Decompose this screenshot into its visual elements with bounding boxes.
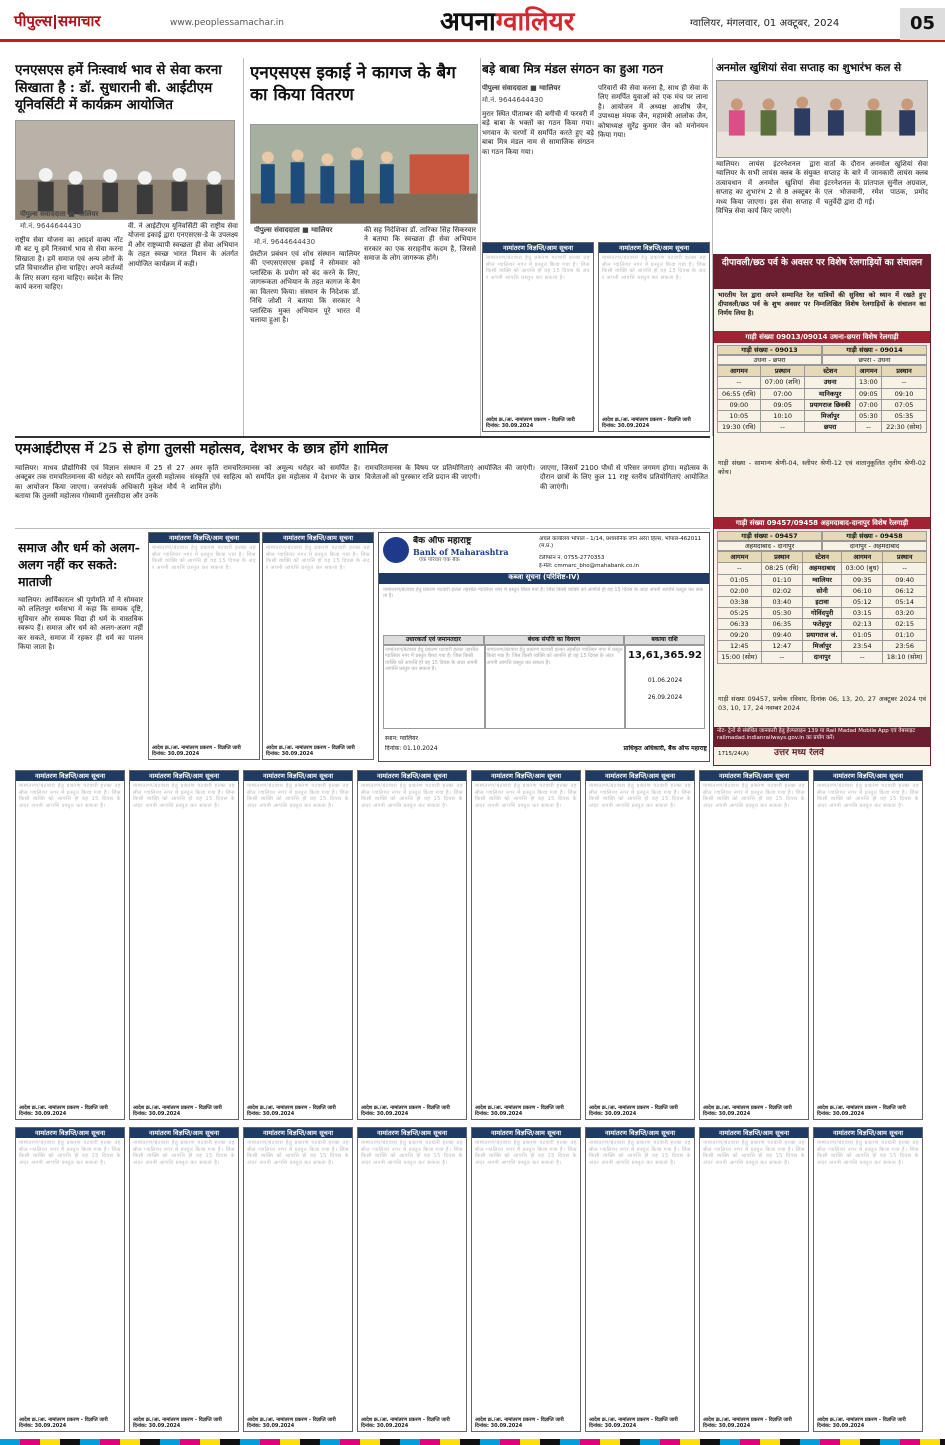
story3-byline: पीपुल्स संवाददाता ■ ग्वालियर	[482, 84, 561, 92]
notice-footer: आदेश क्र./आ. नामांतरण प्रकरण - विज्ञप्ति जारी दिनांक: 30.09.2024	[152, 744, 241, 757]
time-cell: --	[760, 421, 805, 432]
time-cell: 23:56	[883, 641, 927, 652]
story4-body: ग्वालियर। लायंस इंटरनेशनल द्वारा ग्वालियर के सभी लायंस क्लब के संयुक्त तत्वावधान में अनमोल खुशियां सेवा सप्ताह का शुभारंभ 2 से 8 अक्टूबर के मध्य किया जाएगा। इस सेवा सप्ताह में विभिन्न सेवा कार्य किए जाएंगे।	[716, 160, 820, 216]
station-cell: प्रयागराज जं.	[803, 630, 842, 641]
timetable-row	[718, 585, 927, 596]
time-cell: 09:35	[842, 574, 883, 585]
story2-byline: पीपुल्स संवाददाता ■ ग्वालियर	[254, 226, 333, 234]
time-cell: 05:12	[842, 596, 883, 607]
notice-card	[357, 1127, 467, 1432]
station-cell: मिर्जापुर	[803, 641, 842, 652]
notice-body: नामांतरण/बंटवारा हेतु प्रकरण पटवारी हल्का तहसील ग्वालियर नगर में प्रस्तुत किया गया है। जिस किसी व्यक्ति को आपत्ति हो वह 15 दिवस के अंदर अपनी आपत्ति प्रस्तुत कर सकता है।	[486, 255, 590, 281]
bank-officer: प्राधिकृत अधिकारी, बैंक ऑफ महाराष्ट्र	[623, 745, 707, 752]
notice-footer: आदेश क्र./आ. नामांतरण प्रकरण - विज्ञप्ति जारी दिनांक: 30.09.2024	[475, 1104, 564, 1117]
time-cell: 02:15	[883, 619, 927, 630]
time-cell: 13:00	[855, 377, 881, 388]
story1-body-2: वी. ने आईटीएम यूनिवर्सिटी की राष्ट्रीय सेवा योजना इकाई द्वारा एनएसएस-डे के उपलक्ष्य में और राष्ट्रव्यापी स्वच्छता ही सेवा अभियान के तहत स्वच्छ भारत मिशन के अंतर्गत आयोजित कार्यक्रम में कही।	[128, 222, 238, 268]
timetable-row	[718, 596, 927, 607]
notice-body: नामांतरण/बंटवारा हेतु प्रकरण पटवारी हल्का तहसील ग्वालियर नगर में प्रस्तुत किया गया है। जिस किसी व्यक्ति को आपत्ति हो वह 15 दिवस के अंदर अपनी आपत्ति प्रस्तुत कर सकता है।	[703, 1140, 805, 1166]
railway-title: दीपावली/छठ पर्व के अवसर पर विशेष रेलगाड़ियों का संचालन	[714, 255, 930, 289]
station-cell: छपरा	[805, 421, 855, 432]
timetable-header: स्टेशन	[805, 366, 855, 377]
story5-body-2: अमर कृति रामचरितमानस को अमूल्य धरोहर को समर्पित है। संस्कृति एवं साहित्य को समर्पित इस महोत्सव में देशभर के छात्र शामिल होंगे।	[190, 464, 360, 491]
story5-body-4: जाएगा, जिसमें 2100 पौधों से परिसर जगमग होगा। महोत्सव के दौरान छात्रों के लिए कुल 11 राष्ट्र स्तरीय प्रतियोगिताएं आयोजित की जाएंगी।	[540, 464, 708, 491]
time-cell: 05:30	[761, 607, 802, 618]
website-url[interactable]: www.peoplessamachar.in	[170, 18, 284, 28]
notice-card	[471, 1127, 581, 1432]
time-cell: 01:10	[761, 574, 802, 585]
notice-body: नामांतरण/बंटवारा हेतु प्रकरण पटवारी हल्का तहसील ग्वालियर नगर में प्रस्तुत किया गया है। जिस किसी व्यक्ति को आपत्ति हो वह 15 दिवस के अंदर अपनी आपत्ति प्रस्तुत कर सकता है।	[475, 1140, 577, 1166]
time-cell: 08:25 (रवि)	[761, 563, 802, 574]
notice-body: नामांतरण/बंटवारा हेतु प्रकरण पटवारी हल्का तहसील ग्वालियर नगर में प्रस्तुत किया गया है। जिस किसी व्यक्ति को आपत्ति हो वह 15 दिवस के अंदर अपनी आपत्ति प्रस्तुत कर सकता है।	[247, 1140, 349, 1166]
notice-card	[129, 770, 239, 1120]
time-cell: --	[855, 421, 881, 432]
story5-headline: एमआईटीएस में 25 से होगा तुलसी महोत्सव, देशभर के छात्र होंगे शामिल	[15, 441, 388, 457]
notice-body: नामांतरण/बंटवारा हेतु प्रकरण पटवारी हल्का तहसील ग्वालियर नगर में प्रस्तुत किया गया है। जिस किसी व्यक्ति को आपत्ति हो वह 15 दिवस के अंदर अपनी आपत्ति प्रस्तुत कर सकता है।	[133, 783, 235, 809]
story3-body: मुरार स्थित पीताम्बर की बगीची में फरवरी में बड़े बाबा के भक्तों का गठन किया गया। भगवान के चरणों में समर्पित करते हुए बड़े बाबा मित्र मंडल नाम से सामाजिक संगठन का गठन किया गया।	[482, 110, 594, 156]
notice-card	[15, 770, 125, 1120]
notice-body: नामांतरण/बंटवारा हेतु प्रकरण पटवारी हल्का तहसील ग्वालियर नगर में प्रस्तुत किया गया है। जिस किसी व्यक्ति को आपत्ति हो वह 15 दिवस के अंदर अपनी आपत्ति प्रस्तुत कर सकता है।	[266, 545, 370, 571]
notice-footer: आदेश क्र./आ. नामांतरण प्रकरण - विज्ञप्ति जारी दिनांक: 30.09.2024	[19, 1104, 108, 1117]
time-cell: 06:35	[761, 619, 802, 630]
time-cell: 09:05	[760, 399, 805, 410]
story6-headline: समाज और धर्म को अलग-अलग नहीं कर सकते: माताजी	[18, 540, 140, 589]
story5-body: ग्वालियर। माधव प्रौद्योगिकी एवं विज्ञान संस्थान में 25 से 27 अक्टूबर तक रामचरितमानस की धरोहर को समर्पित तुलसी महोत्सव का आयोजन किया जाएगा। जनसंपर्क अधिकारी मुकेश मौर्य ने बताया कि तुलसी महोत्सव गोस्वामी तुलसीदास और उनके	[15, 464, 185, 501]
story1-photo	[15, 120, 235, 220]
newspaper-logo	[14, 12, 101, 31]
notice-heading: नामांतरण विज्ञप्ति/आम सूचना	[599, 243, 709, 253]
bank-amount-cell	[625, 645, 705, 729]
time-cell: 09:05	[855, 388, 881, 399]
t2-route-a: अहमदाबाद - दानापुर	[717, 541, 822, 551]
notice-heading: नामांतरण विज्ञप्ति/आम सूचना	[472, 1128, 580, 1138]
story1-byline: पीपुल्स संवाददाता ■ ग्वालियर	[20, 210, 99, 218]
story1-phone: मो.नं. 9644644430	[20, 222, 82, 230]
notice-footer: आदेश क्र./आ. नामांतरण प्रकरण - विज्ञप्ति जारी दिनांक: 30.09.2024	[703, 1416, 792, 1429]
notice-card	[471, 770, 581, 1120]
notice-card	[357, 770, 467, 1120]
notice-card	[813, 770, 923, 1120]
station-cell: दानापुर	[803, 652, 842, 663]
notice-card	[148, 532, 260, 760]
notice-card	[699, 1127, 809, 1432]
time-cell: --	[718, 563, 762, 574]
timetable-1-table	[717, 365, 927, 433]
bank-borrower-cell: नामांतरण/बंटवारा हेतु प्रकरण पटवारी हल्का तहसील ग्वालियर नगर में प्रस्तुत किया गया है। जिस किसी व्यक्ति को आपत्ति हो वह 15 दिवस के अंदर अपनी आपत्ति प्रस्तुत कर सकता है।	[383, 645, 485, 729]
railway-brand: उत्तर मध्य रेलवे	[774, 748, 824, 758]
station-cell: मिर्जापुर	[805, 410, 855, 421]
notice-heading: नामांतरण विज्ञप्ति/आम सूचना	[814, 771, 922, 781]
notice-heading: नामांतरण विज्ञप्ति/आम सूचना	[586, 1128, 694, 1138]
time-cell: 09:00	[718, 399, 761, 410]
notice-heading: नामांतरण विज्ञप्ति/आम सूचना	[16, 771, 124, 781]
time-cell: --	[842, 652, 883, 663]
railway-advertisement	[713, 254, 931, 766]
time-cell: 05:35	[881, 410, 926, 421]
timetable-row	[718, 388, 927, 399]
notice-footer: आदेश क्र./आ. नामांतरण प्रकरण - विज्ञप्ति जारी दिनांक: 30.09.2024	[247, 1416, 336, 1429]
station-cell: प्रयागराज छिवकी	[805, 399, 855, 410]
bank-dated: दिनांक: 01.10.2024	[385, 745, 438, 752]
notice-body: नामांतरण/बंटवारा हेतु प्रकरण पटवारी हल्का तहसील ग्वालियर नगर में प्रस्तुत किया गया है। जिस किसी व्यक्ति को आपत्ति हो वह 15 दिवस के अंदर अपनी आपत्ति प्रस्तुत कर सकता है।	[589, 783, 691, 809]
timetable-row	[718, 574, 927, 585]
t2-train-a: गाड़ी संख्या - 09457	[717, 531, 822, 541]
notice-card	[585, 1127, 695, 1432]
bank-intro: नामांतरण/बंटवारा हेतु प्रकरण पटवारी हल्का तहसील ग्वालियर नगर में प्रस्तुत किया गया है। जिस किसी व्यक्ति को आपत्ति हो वह 15 दिवस के अंदर अपनी आपत्ति प्रस्तुत कर सकता है।	[383, 587, 703, 600]
timetable-header: आगमन	[718, 552, 762, 563]
market-photo-icon	[251, 125, 477, 223]
timetable-row	[718, 630, 927, 641]
story6-body: ग्वालियर। आर्यिकारत्न श्री पूर्णमति माँ ने सोमवार को ललितपुर धर्मसभा में कहा कि सम्यक दृष्टि, सुविचार और सम्यक विद्या ही धर्म के वास्तविक स्वरूप हैं। समाज और धर्म को अलग-अलग नहीं कर सकते, समाज में रहकर ही धर्म का पालन किया जाता है।	[18, 596, 143, 652]
notice-body: नामांतरण/बंटवारा हेतु प्रकरण पटवारी हल्का तहसील ग्वालियर नगर में प्रस्तुत किया गया है। जिस किसी व्यक्ति को आपत्ति हो वह 15 दिवस के अंदर अपनी आपत्ति प्रस्तुत कर सकता है।	[589, 1140, 691, 1166]
section-title-a: अपना	[440, 7, 496, 37]
time-cell: 12:47	[761, 641, 802, 652]
notice-body: नामांतरण/बंटवारा हेतु प्रकरण पटवारी हल्का तहसील ग्वालियर नगर में प्रस्तुत किया गया है। जिस किसी व्यक्ति को आपत्ति हो वह 15 दिवस के अंदर अपनी आपत्ति प्रस्तुत कर सकता है।	[703, 783, 805, 809]
story2-photo	[250, 124, 478, 224]
time-cell: 05:14	[883, 596, 927, 607]
time-cell: 23:54	[842, 641, 883, 652]
bank-notice	[378, 532, 710, 762]
timetable-row	[718, 641, 927, 652]
timetable-header: स्टेशन	[803, 552, 842, 563]
time-cell: 09:20	[718, 630, 762, 641]
bank-email[interactable]: ई-मेल: cmmarc_bho@mahabank.co.in	[539, 563, 640, 569]
story4-body-2: वार्ता के दौरान अनमोल खुशियां सेवा सप्ताह के बारे में जानकारी लायंस क्लब इंटरनेशनल के प्रांतपाल सुनील अग्रवाल, एल भोजवानी, रमेश पाठक, प्रमोद चतुर्वेदी द्वारा दी गई।	[824, 160, 928, 206]
section-title-b: ग्वालियर	[495, 7, 575, 37]
t1-train-a: गाड़ी संख्या - 09013	[717, 345, 822, 355]
notice-card	[243, 770, 353, 1120]
notice-body: नामांतरण/बंटवारा हेतु प्रकरण पटवारी हल्का तहसील ग्वालियर नगर में प्रस्तुत किया गया है। जिस किसी व्यक्ति को आपत्ति हो वह 15 दिवस के अंदर अपनी आपत्ति प्रस्तुत कर सकता है।	[19, 1140, 121, 1166]
notice-body: नामांतरण/बंटवारा हेतु प्रकरण पटवारी हल्का तहसील ग्वालियर नगर में प्रस्तुत किया गया है। जिस किसी व्यक्ति को आपत्ति हो वह 15 दिवस के अंदर अपनी आपत्ति प्रस्तुत कर सकता है।	[817, 1140, 919, 1166]
railway-pair1: गाड़ी संख्या 09013/09014 उधना-छपरा विशेष रेलगाड़ी	[714, 331, 930, 343]
notice-heading: नामांतरण विज्ञप्ति/आम सूचना	[244, 771, 352, 781]
notice-footer: आदेश क्र./आ. नामांतरण प्रकरण - विज्ञप्ति जारी दिनांक: 30.09.2024	[247, 1104, 336, 1117]
bank-amount: 13,61,365.92	[627, 650, 703, 661]
time-cell: --	[718, 377, 761, 388]
station-cell: ग्वालियर	[803, 574, 842, 585]
story4-headline: अनमोल खुशियां सेवा सप्ताह का शुभारंभ कल से	[716, 62, 902, 74]
notice-heading: नामांतरण विज्ञप्ति/आम सूचना	[130, 1128, 238, 1138]
notice-body: नामांतरण/बंटवारा हेतु प्रकरण पटवारी हल्का तहसील ग्वालियर नगर में प्रस्तुत किया गया है। जिस किसी व्यक्ति को आपत्ति हो वह 15 दिवस के अंदर अपनी आपत्ति प्रस्तुत कर सकता है।	[475, 783, 577, 809]
bank-table-body	[383, 645, 705, 729]
time-cell: 07:05	[881, 399, 926, 410]
station-cell: गोविंदपुरी	[803, 607, 842, 618]
bank-table-head	[383, 635, 705, 645]
station-cell: उधना	[805, 377, 855, 388]
notice-heading: नामांतरण विज्ञप्ति/आम सूचना	[16, 1128, 124, 1138]
notice-heading: नामांतरण विज्ञप्ति/आम सूचना	[700, 1128, 808, 1138]
bank-phone: टेलीफोन नं. 0755-2770353	[539, 555, 605, 561]
time-cell: 10:05	[718, 410, 761, 421]
notice-footer: आदेश क्र./आ. नामांतरण प्रकरण - विज्ञप्ति जारी दिनांक: 30.09.2024	[589, 1416, 678, 1429]
notice-footer: आदेश क्र./आ. नामांतरण प्रकरण - विज्ञप्ति जारी दिनांक: 30.09.2024	[19, 1416, 108, 1429]
time-cell: 07:00	[760, 388, 805, 399]
time-cell: 03:20	[883, 607, 927, 618]
t1-train-b: गाड़ी संख्या - 09014	[822, 345, 927, 355]
time-cell: 03:40	[761, 596, 802, 607]
bank-name-en: Bank of Maharashtra	[413, 547, 509, 557]
notice-card	[813, 1127, 923, 1432]
notice-card	[482, 242, 594, 432]
bank-date2: 26.09.2024	[647, 694, 683, 701]
notice-heading: नामांतरण विज्ञप्ति/आम सूचना	[586, 771, 694, 781]
railway-note2: गाड़ी संख्या 09457, प्रत्येक रविवार, दिनांक 06, 13, 20, 27 अक्टूबर 2024 एवं 03, 10, 17, 24 नवम्बर 2024	[718, 695, 926, 712]
station-cell: मानिकपुर	[805, 388, 855, 399]
time-cell: 02:13	[842, 619, 883, 630]
notice-body: नामांतरण/बंटवारा हेतु प्रकरण पटवारी हल्का तहसील ग्वालियर नगर में प्रस्तुत किया गया है। जिस किसी व्यक्ति को आपत्ति हो वह 15 दिवस के अंदर अपनी आपत्ति प्रस्तुत कर सकता है।	[247, 783, 349, 809]
time-cell: 09:40	[883, 574, 927, 585]
timetable-header: प्रस्थान	[761, 552, 802, 563]
bank-name-hi: बैंक ऑफ महाराष्ट्र	[413, 536, 472, 546]
color-registration-strip	[0, 1439, 945, 1445]
notice-body: नामांतरण/बंटवारा हेतु प्रकरण पटवारी हल्का तहसील ग्वालियर नगर में प्रस्तुत किया गया है। जिस किसी व्यक्ति को आपत्ति हो वह 15 दिवस के अंदर अपनी आपत्ति प्रस्तुत कर सकता है।	[817, 783, 919, 809]
bank-tagline: एक परिवार एक बैंक	[419, 557, 460, 563]
bank-place: स्थान: ग्वालियर	[385, 735, 418, 742]
notice-footer: आदेश क्र./आ. नामांतरण प्रकरण - विज्ञप्ति जारी दिनांक: 30.09.2024	[589, 1104, 678, 1117]
time-cell: --	[761, 652, 802, 663]
notice-footer: आदेश क्र./आ. नामांतरण प्रकरण - विज्ञप्ति जारी दिनांक: 30.09.2024	[703, 1104, 792, 1117]
notice-footer: आदेश क्र./आ. नामांतरण प्रकरण - विज्ञप्ति जारी दिनांक: 30.09.2024	[361, 1416, 450, 1429]
notice-footer: आदेश क्र./आ. नामांतरण प्रकरण - विज्ञप्ति जारी दिनांक: 30.09.2024	[133, 1104, 222, 1117]
page-number: 05	[900, 8, 945, 40]
bank-property-cell: नामांतरण/बंटवारा हेतु प्रकरण पटवारी हल्का तहसील ग्वालियर नगर में प्रस्तुत किया गया है। जिस किसी व्यक्ति को आपत्ति हो वह 15 दिवस के अंदर अपनी आपत्ति प्रस्तुत कर सकता है।	[485, 645, 626, 729]
station-cell: फतेहपुर	[803, 619, 842, 630]
t1-route-a: उधना - छपरा	[717, 355, 822, 365]
timetable-row	[718, 399, 927, 410]
time-cell: 15:00 (सोम)	[718, 652, 762, 663]
notice-card	[699, 770, 809, 1120]
time-cell: 01:05	[842, 630, 883, 641]
time-cell: 03:38	[718, 596, 762, 607]
notice-heading: नामांतरण विज्ञप्ति/आम सूचना	[358, 1128, 466, 1138]
time-cell: 07:00 (शनि)	[760, 377, 805, 388]
notice-footer: आदेश क्र./आ. नामांतरण प्रकरण - विज्ञप्ति जारी दिनांक: 30.09.2024	[475, 1416, 564, 1429]
timetable-header: आगमन	[855, 366, 881, 377]
time-cell: 05:25	[718, 607, 762, 618]
timetable-header: प्रस्थान	[881, 366, 926, 377]
time-cell: 09:10	[881, 388, 926, 399]
station-cell: अहमदाबाद	[803, 563, 842, 574]
notice-card	[598, 242, 710, 432]
notice-footer: आदेश क्र./आ. नामांतरण प्रकरण - विज्ञप्ति जारी दिनांक: 30.09.2024	[266, 744, 355, 757]
t2-route-b: दानापुर - अहमदाबाद	[822, 541, 927, 551]
time-cell: 09:40	[761, 630, 802, 641]
notice-heading: नामांतरण विज्ञप्ति/आम सूचना	[358, 771, 466, 781]
time-cell: 05:30	[855, 410, 881, 421]
notice-card	[262, 532, 374, 760]
timetable-2-table	[717, 551, 927, 663]
timetable-header: प्रस्थान	[883, 552, 927, 563]
notice-footer: आदेश क्र./आ. नामांतरण प्रकरण - विज्ञप्ति जारी दिनांक: 30.09.2024	[486, 416, 575, 429]
time-cell: 18:10 (सोम)	[883, 652, 927, 663]
story3-phone: मो.नं. 9644644430	[482, 96, 544, 104]
railway-intro: भारतीय रेल द्वारा अपने सम्मानित रेल यात्रियों की सुविधा को ध्यान में रखते हुए दीपावली/छठ पर्व के शुभ अवसर पर निम्नलिखित विशेष रेलगाड़ियों के संचालन का निर्णय लिया है।	[718, 291, 926, 317]
time-cell: 22:30 (सोम)	[881, 421, 926, 432]
time-cell: 19:30 (रवि)	[718, 421, 761, 432]
time-cell: 10:10	[760, 410, 805, 421]
timetable-1	[717, 345, 927, 457]
time-cell: 06:12	[883, 585, 927, 596]
notice-card	[15, 1127, 125, 1432]
notice-card	[129, 1127, 239, 1432]
classroom-photo-icon	[16, 121, 234, 219]
press-meet-photo-icon	[717, 81, 927, 157]
railway-help: नोट- ट्रेनों से संबंधित जानकारी हेतु हेल्पलाइन 139 या Rail Madad Mobile App एवं वेबसाइट railmadad.indianrailways.gov.in का प्रयोग करें।	[714, 727, 930, 747]
time-cell: 03:15	[842, 607, 883, 618]
bank-date1: 01.06.2024	[647, 676, 683, 684]
railway-code: 1715/24(A)	[718, 751, 749, 757]
dateline: ग्वालियर, मंगलवार, 01 अक्टूबर, 2024	[690, 18, 840, 29]
notice-heading: नामांतरण विज्ञप्ति/आम सूचना	[130, 771, 238, 781]
notice-heading: नामांतरण विज्ञप्ति/आम सूचना	[700, 771, 808, 781]
story2-body: प्रेस्टीज प्रबंधन एवं शोध संस्थान ग्वालियर की एनएसएसएस इकाई ने सोमवार को प्लास्टिक के प्रयोग को बंद करने के लिए, जागरूकता अभियान के तहत कागज के बैग का वितरण किया। संस्थान के निदेशक डॉ. निधि जोशी ने बताया कि सरकार ने प्लास्टिक मुक्त अभियान पूरे भारत में चलाया हुआ है।	[250, 250, 360, 325]
timetable-2	[717, 531, 927, 691]
timetable-row	[718, 563, 927, 574]
masthead	[0, 0, 945, 42]
timetable-row	[718, 410, 927, 421]
story1-headline: एनएसएस हमें निःस्वार्थ भाव से सेवा करना सिखाता है : डॉ. सुधारानी बी. आईटीएम यूनिवर्सिटी में कार्यक्रम आयोजित	[15, 62, 222, 114]
timetable-row	[718, 377, 927, 388]
story3-headline: बड़े बाबा मित्र मंडल संगठन का हुआ गठन	[482, 62, 663, 76]
timetable-header: आगमन	[842, 552, 883, 563]
story3-body-2: परिवारों की सेवा करना है, साथ ही सेवा के लिए समर्पित युवाओं को एक मंच पर लाना है। आयोजन में अध्यक्ष आशीष जैन, उपाध्यक्ष मंयक जैन, महामंत्री आलोक जैन, कोषाध्यक्ष सुरेंद्र कुमार जैन को मनोनयन किया गया।	[598, 84, 708, 140]
notice-body: नामांतरण/बंटवारा हेतु प्रकरण पटवारी हल्का तहसील ग्वालियर नगर में प्रस्तुत किया गया है। जिस किसी व्यक्ति को आपत्ति हो वह 15 दिवस के अंदर अपनी आपत्ति प्रस्तुत कर सकता है।	[602, 255, 706, 281]
notice-heading: नामांतरण विज्ञप्ति/आम सूचना	[814, 1128, 922, 1138]
time-cell: 06:55 (रवि)	[718, 388, 761, 399]
time-cell: 06:10	[842, 585, 883, 596]
notice-footer: आदेश क्र./आ. नामांतरण प्रकरण - विज्ञप्ति जारी दिनांक: 30.09.2024	[602, 416, 691, 429]
timetable-row	[718, 619, 927, 630]
notice-body: नामांतरण/बंटवारा हेतु प्रकरण पटवारी हल्का तहसील ग्वालियर नगर में प्रस्तुत किया गया है। जिस किसी व्यक्ति को आपत्ति हो वह 15 दिवस के अंदर अपनी आपत्ति प्रस्तुत कर सकता है।	[133, 1140, 235, 1166]
notice-footer: आदेश क्र./आ. नामांतरण प्रकरण - विज्ञप्ति जारी दिनांक: 30.09.2024	[133, 1416, 222, 1429]
story1-body: राष्ट्रीय सेवा योजना का आदर्श वाक्य नॉट मी बट यू हमें निःस्वार्थ भाव से सेवा करना सिखाता है। हमें समाज एवं अन्य लोगों के प्रति विचारशील होना चाहिए। अपने कर्तव्यों के लिए सजग रहना चाहिए। स्वदेश के लिए कार्य करना चाहिए।	[15, 236, 123, 292]
story2-body-2: की सह निदेशिका डॉ. तारिका सिंह सिकरवार ने बताया कि स्वच्छता ही सेवा अभियान सरकार का एक सराहनीय कदम है, जिससे समाज के लोग जागरूक होंगे।	[364, 226, 476, 263]
bank-title: कब्जा सूचना (परिशिष्ट-IV)	[379, 573, 709, 584]
notice-footer: आदेश क्र./आ. नामांतरण प्रकरण - विज्ञप्ति जारी दिनांक: 30.09.2024	[361, 1104, 450, 1117]
notice-body: नामांतरण/बंटवारा हेतु प्रकरण पटवारी हल्का तहसील ग्वालियर नगर में प्रस्तुत किया गया है। जिस किसी व्यक्ति को आपत्ति हो वह 15 दिवस के अंदर अपनी आपत्ति प्रस्तुत कर सकता है।	[361, 783, 463, 809]
notice-body: नामांतरण/बंटवारा हेतु प्रकरण पटवारी हल्का तहसील ग्वालियर नगर में प्रस्तुत किया गया है। जिस किसी व्यक्ति को आपत्ति हो वह 15 दिवस के अंदर अपनी आपत्ति प्रस्तुत कर सकता है।	[361, 1140, 463, 1166]
story2-phone: मो.नं. 9644644430	[254, 238, 316, 246]
time-cell: 02:00	[718, 585, 762, 596]
time-cell: --	[881, 377, 926, 388]
station-cell: इटावा	[803, 596, 842, 607]
timetable-header: प्रस्थान	[760, 366, 805, 377]
timetable-row	[718, 421, 927, 432]
time-cell: 01:05	[718, 574, 762, 585]
timetable-header: आगमन	[718, 366, 761, 377]
time-cell: 03:00 (बुध)	[842, 563, 883, 574]
timetable-row	[718, 652, 927, 663]
notice-heading: नामांतरण विज्ञप्ति/आम सूचना	[149, 533, 259, 543]
notice-heading: नामांतरण विज्ञप्ति/आम सूचना	[472, 771, 580, 781]
bank-col2: बंधक संपत्ति का विवरण	[484, 635, 624, 645]
story4-photo	[716, 80, 928, 158]
time-cell: 07:00	[855, 399, 881, 410]
time-cell: 06:33	[718, 619, 762, 630]
notice-body: नामांतरण/बंटवारा हेतु प्रकरण पटवारी हल्का तहसील ग्वालियर नगर में प्रस्तुत किया गया है। जिस किसी व्यक्ति को आपत्ति हो वह 15 दिवस के अंदर अपनी आपत्ति प्रस्तुत कर सकता है।	[19, 783, 121, 809]
section-title	[440, 6, 574, 39]
bank-logo-icon	[383, 537, 409, 563]
timetable-row	[718, 607, 927, 618]
story5-body-3: रामचरितमानस के विषय पर प्रतियोगिताएं आयोजित की जाएंगी। विजेताओं को पुरस्कार राशि प्रदान की जाएगी।	[365, 464, 535, 482]
logo-right-text: समाचार	[58, 12, 101, 30]
notice-card	[585, 770, 695, 1120]
notice-footer: आदेश क्र./आ. नामांतरण प्रकरण - विज्ञप्ति जारी दिनांक: 30.09.2024	[817, 1416, 906, 1429]
logo-left-text: पीपुल्स	[14, 12, 53, 30]
time-cell: 01:10	[883, 630, 927, 641]
story2-headline: एनएसएस इकाई ने कागज के बैग का किया वितरण	[250, 63, 456, 106]
bank-col1: उधारकर्ता एवं जमानतदार	[383, 635, 484, 645]
notice-heading: नामांतरण विज्ञप्ति/आम सूचना	[263, 533, 373, 543]
notice-body: नामांतरण/बंटवारा हेतु प्रकरण पटवारी हल्का तहसील ग्वालियर नगर में प्रस्तुत किया गया है। जिस किसी व्यक्ति को आपत्ति हो वह 15 दिवस के अंदर अपनी आपत्ति प्रस्तुत कर सकता है।	[152, 545, 256, 571]
notice-footer: आदेश क्र./आ. नामांतरण प्रकरण - विज्ञप्ति जारी दिनांक: 30.09.2024	[817, 1104, 906, 1117]
notice-heading: नामांतरण विज्ञप्ति/आम सूचना	[483, 243, 593, 253]
time-cell: 02:02	[761, 585, 802, 596]
railway-pair2: गाड़ी संख्या 09457/09458 अहमदाबाद-दानापुर विशेष रेलगाड़ी	[714, 517, 930, 529]
bank-col3: बकाया राशि	[624, 635, 705, 645]
time-cell: --	[883, 563, 927, 574]
time-cell: 12:45	[718, 641, 762, 652]
t2-train-b: गाड़ी संख्या - 09458	[822, 531, 927, 541]
railway-note1: गाड़ी संख्या - सामान्य श्रेणी-04, स्लीपर श्रेणी-12 एवं वातानुकूलित तृतीय श्रेणी-02 कोच।	[718, 459, 926, 476]
notice-card	[243, 1127, 353, 1432]
bank-office: अंचल कार्यालय भोपाल - 1/14, प्रशासनिक जोन अरेरा हिल्स, भोपाल-462011 (म.प्र.)	[539, 536, 702, 549]
notice-heading: नामांतरण विज्ञप्ति/आम सूचना	[244, 1128, 352, 1138]
t1-route-b: छपरा - उधना	[822, 355, 927, 365]
station-cell: सोनी	[803, 585, 842, 596]
